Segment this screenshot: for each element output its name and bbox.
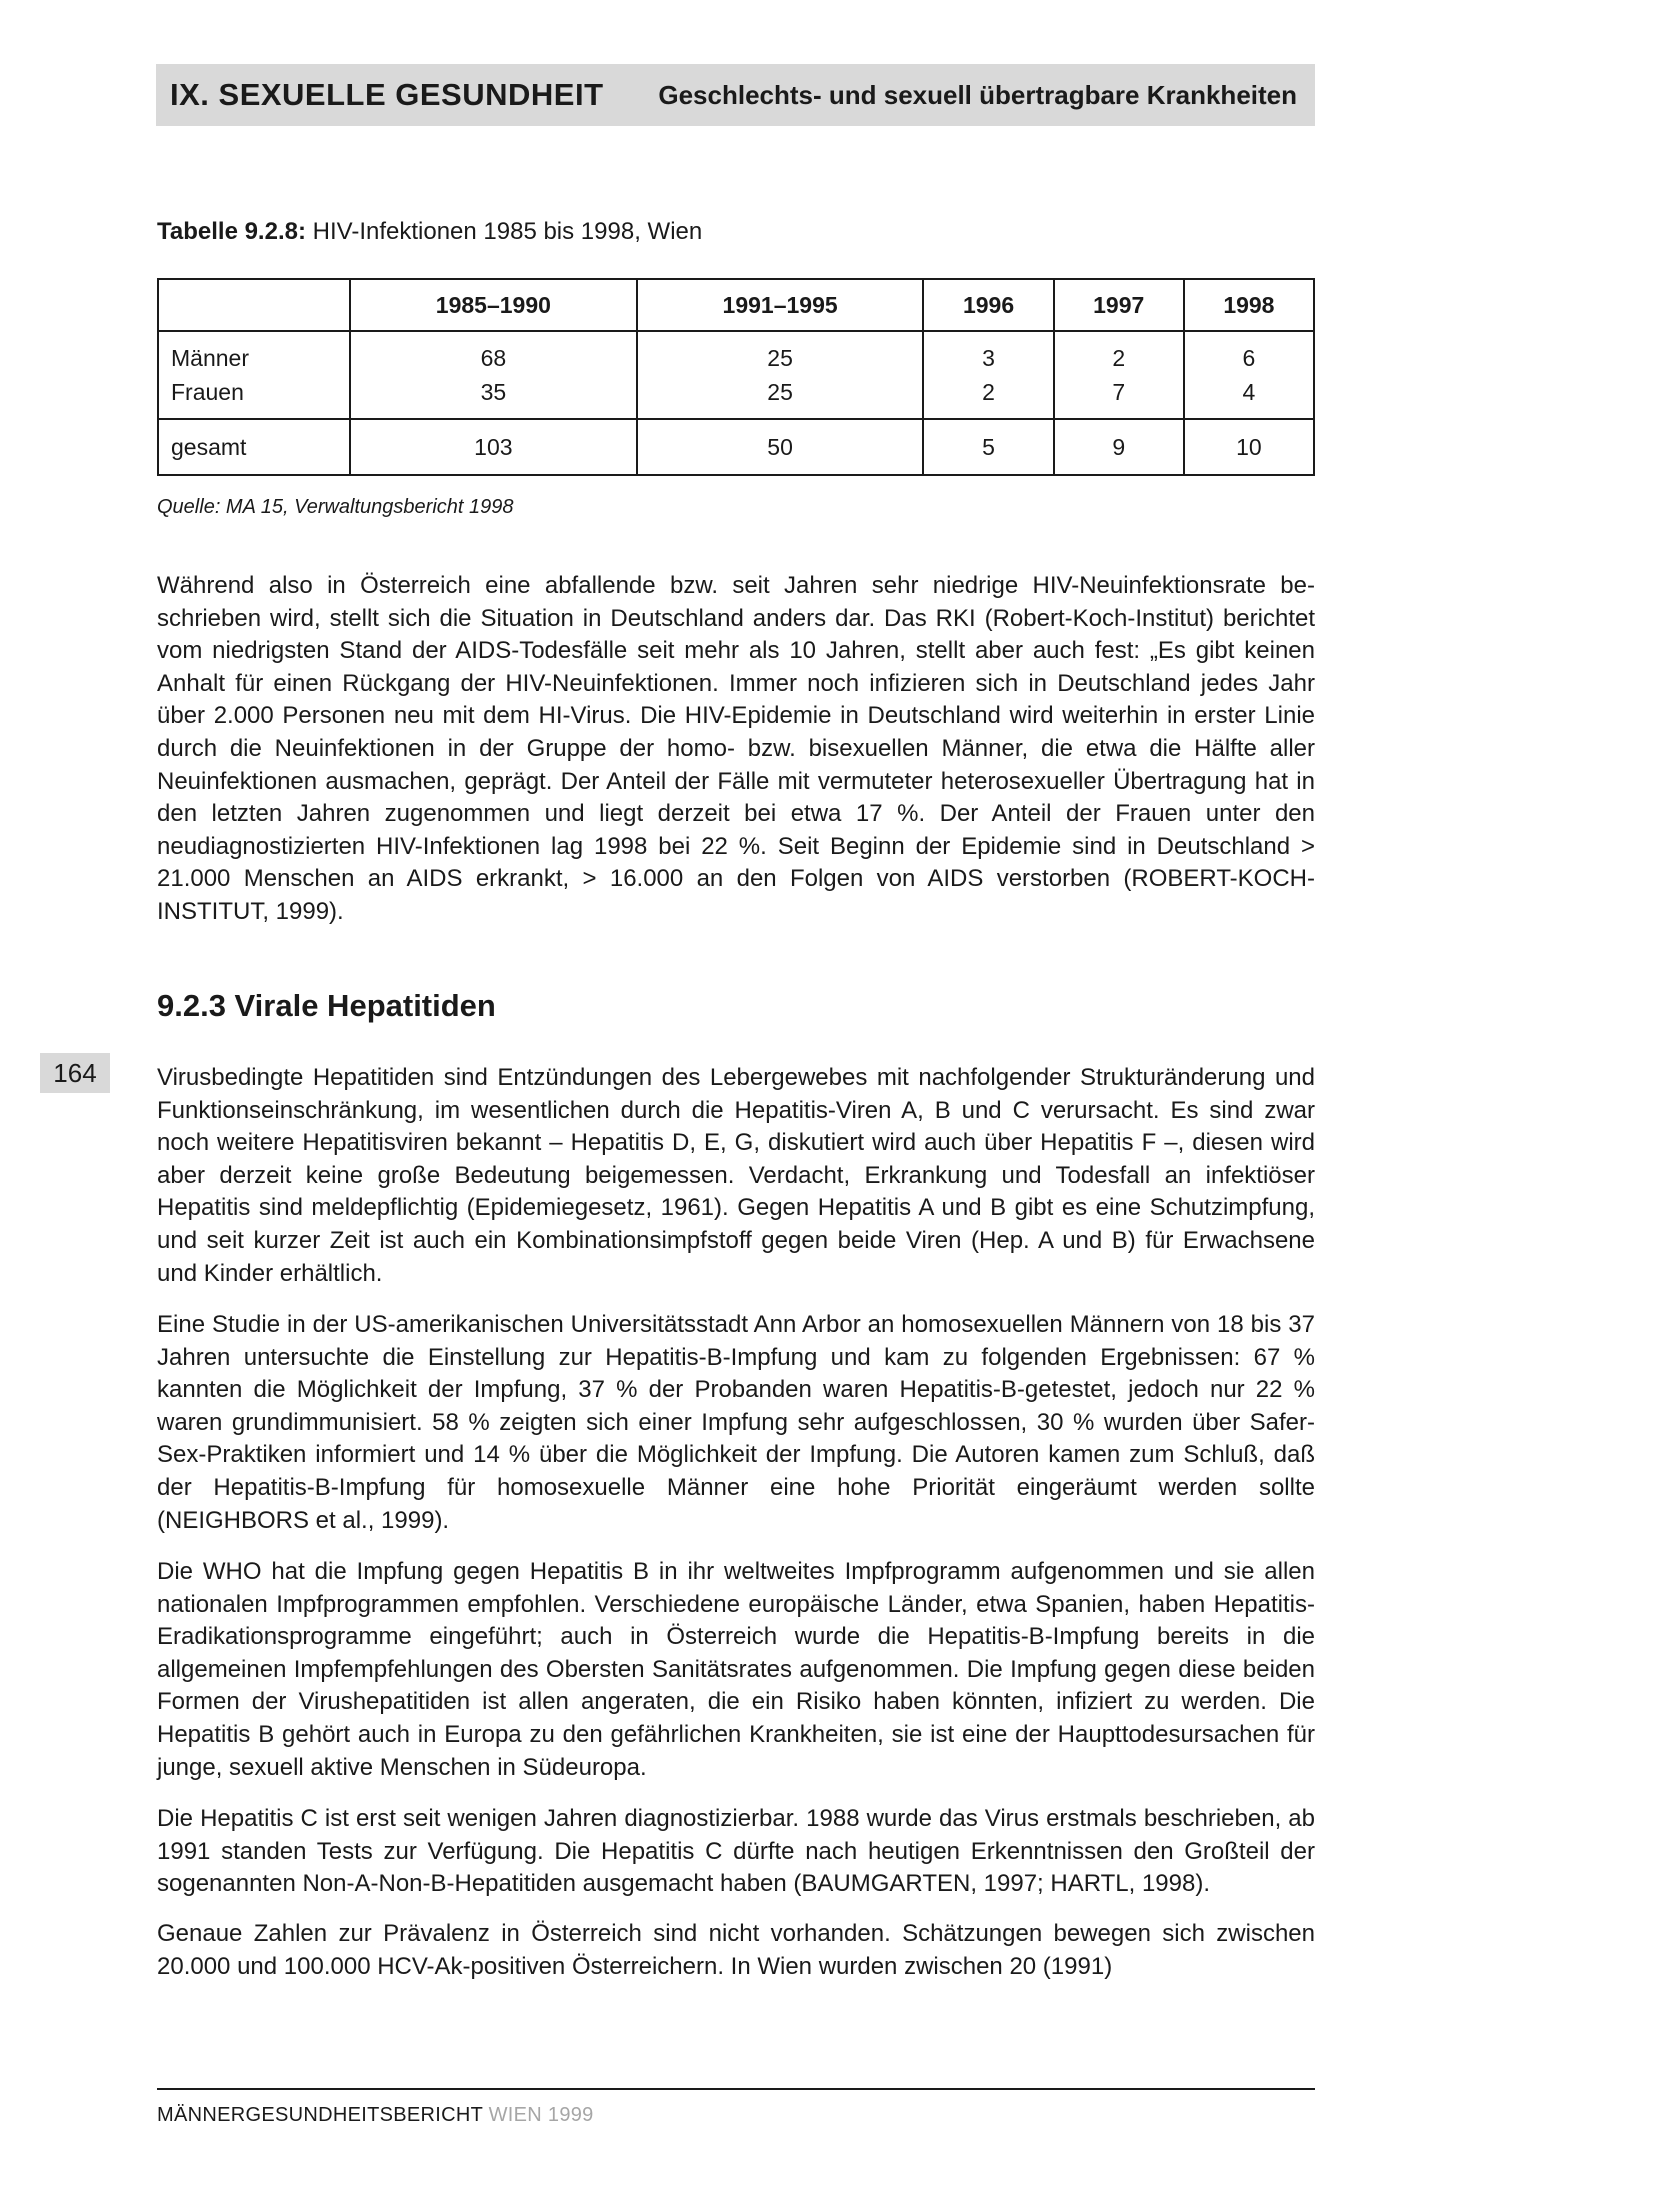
table-header-cell: [158, 279, 350, 331]
table-cell: [637, 331, 924, 419]
total-cell: 10: [1184, 419, 1314, 475]
cell-value: 68: [480, 345, 507, 371]
cell-value: 2: [1112, 345, 1126, 371]
table-header-row: [158, 279, 1314, 331]
table-header-cell: 1998: [1184, 279, 1314, 331]
table-cell: [1054, 331, 1184, 419]
table-cell: [350, 331, 637, 419]
table-header-cell: 1985–1990: [350, 279, 637, 331]
cell-value: 4: [1242, 379, 1256, 405]
footer: [157, 2104, 594, 2127]
paragraph-hepatitis-intro: Virusbedingte Hepatitiden sind Entzündungen des Lebergewebes mit nachfolgender Strukturänderung und Funktionseinschränkung, im wesentlichen durch die Hepatitis-Viren A, B und C verursacht. Es sind zwar noch weitere Hepatitisviren bekannt – Hepatitis D, E, G, diskutiert wird auch über Hepatitis F –, diesen wird aber derzeit keine große Bedeutung beigemessen. Verdacht, Erkrankung und Todesfall an infektiöser Hepatitis sind meldepflichtig (Epidemiegesetz, 1961). Gegen Hepatitis A und B gibt es eine Schutzimpfung, und seit kurzer Zeit ist auch ein Kombinationsimpfstoff gegen beide Viren (Hep. A und B) für Erwachsene und Kinder erhältlich.: [157, 1064, 1315, 1287]
total-cell: 5: [923, 419, 1053, 475]
cell-value: 6: [1242, 345, 1256, 371]
cell-value: 2: [982, 379, 995, 405]
table-cell: [1184, 331, 1314, 419]
table-total-row: [158, 419, 1314, 475]
cell-value: 3: [982, 345, 995, 371]
cell-value: 7: [1112, 379, 1126, 405]
total-cell: 9: [1054, 419, 1184, 475]
paragraph-who-vaccination: Die WHO hat die Impfung gegen Hepatitis B in ihr weltweites Impfprogramm aufgenommen und sie allen nationalen Impfprogrammen empfohlen. Verschiedene europäische Länder, etwa Spanien, haben Hepatitis-Eradikationsprogramme eingeführt; auch in Österreich wurde die Hepatitis-B-Impfung bereits in die allgemeinen Impfempfehlungen des Obersten Sanitätsrates aufgenommen. Die Impfung gegen diese beiden Formen der Virushepatitiden ist allen angeraten, die ein Risiko haben könnten, infiziert zu werden. Die Hepatitis B gehört auch in Europa zu den gefährlichen Krankheiten, sie ist eine der Haupttodesursachen für junge, sexuell aktive Menschen in Südeuropa.: [157, 1558, 1315, 1781]
footer-city-year: WIEN 1999: [482, 2104, 594, 2126]
table-caption-text: HIV-Infektionen 1985 bis 1998, Wien: [305, 218, 703, 245]
table-cell: [923, 331, 1053, 419]
row-label-gesamt: gesamt: [158, 419, 350, 475]
cell-value: 35: [480, 379, 507, 405]
table-header-cell: 1991–1995: [637, 279, 924, 331]
table-header-cell: 1997: [1054, 279, 1184, 331]
page-number: 164: [40, 1053, 110, 1093]
chapter-title: IX. SEXUELLE GESUNDHEIT: [170, 77, 604, 112]
paragraph-prevalence: Genaue Zahlen zur Prävalenz in Österreich sind nicht vorhanden. Schätzungen bewegen sich zwischen 20.000 und 100.000 HCV-Ak-positiven Österreichern. In Wien wurden zwischen 20 (1991): [157, 1920, 1315, 1980]
table-header-cell: 1996: [923, 279, 1053, 331]
row-label-maenner: Männer: [171, 345, 249, 371]
cell-value: 25: [767, 379, 793, 405]
paragraph-ann-arbor-study: Eine Studie in der US-amerikanischen Universitätsstadt Ann Arbor an homosexuellen Männern von 18 bis 37 Jahren untersuchte die Einstellung zur Hepatitis-B-Impfung und kam zu folgenden Ergebnissen: 67 % kannten die Möglichkeit der Impfung, 37 % der Probanden waren Hepatitis-B-getestet, jedoch nur 22 % waren grundimmunisiert. 58 % zeigten sich einer Impfung sehr aufgeschlossen, 30 % wurden über Safer-Sex-Praktiken informiert und 14 % über die Möglichkeit der Impfung. Die Autoren kamen zum Schluß, daß der Hepatitis-B-Impfung für homosexuelle Männer eine hohe Priorität eingeräumt werden sollte (NEIGHBORS et al., 1999).: [157, 1311, 1315, 1534]
total-cell: 103: [350, 419, 637, 475]
hiv-infections-table: [157, 278, 1315, 476]
table-caption: [157, 218, 702, 246]
chapter-header: [156, 64, 1315, 126]
table-row: [158, 331, 1314, 419]
section-title: 9.2.3 Virale Hepatitiden: [157, 988, 496, 1023]
cell-value: 25: [767, 345, 793, 371]
table-caption-label: Tabelle 9.2.8:: [157, 218, 306, 245]
footer-title: MÄNNERGESUNDHEITSBERICHT: [157, 2104, 483, 2126]
table-row-labels: [158, 331, 350, 419]
footer-divider: [157, 2088, 1315, 2090]
paragraph-hepatitis-c: Die Hepatitis C ist erst seit wenigen Jahren diagnostizierbar. 1988 wurde das Virus erstmals beschrieben, ab 1991 standen Tests zur Verfügung. Die Hepatitis C dürfte nach heutigen Erkenntnissen den Großteil der sogenannten Non-A-Non-B-Hepatitiden ausgemacht haben (BAUMGARTEN, 1997; HARTL, 1998).: [157, 1805, 1315, 1898]
paragraph-hiv-germany: Während also in Österreich eine abfallende bzw. seit Jahren sehr niedrige HIV-Neuinfektionsrate beschrieben wird, stellt sich die Situation in Deutschland anders dar. Das RKI (Robert-Koch-Institut) berichtet vom niedrigsten Stand der AIDS-Todesfälle seit mehr als 10 Jahren, stellt aber auch fest: „Es gibt keinen Anhalt für einen Rückgang der HIV-Neuinfektionen. Immer noch infizieren sich in Deutschland jedes Jahr über 2.000 Personen neu mit dem HI-Virus. Die HIV-Epidemie in Deutschland wird weiterhin in erster Linie durch die Neuinfektionen in der Gruppe der homo- bzw. bisexuellen Männer, die etwa die Hälfte aller Neuinfektionen ausmachen, geprägt. Der Anteil der Fälle mit vermuteter heterosexueller Übertragung hat in den letzten Jahren zugenommen und liegt derzeit bei etwa 17 %. Der Anteil der Frauen unter den neudiagnostizierten HIV-Infektionen lag 1998 bei 22 %. Seit Beginn der Epidemie sind in Deutschland > 21.000 Menschen an AIDS erkrankt, > 16.000 an den Folgen von AIDS verstorben (ROBERT-KOCH-INSTITUT, 1999).: [157, 572, 1315, 925]
table-source: Quelle: MA 15, Verwaltungsbericht 1998: [157, 496, 514, 518]
total-cell: 50: [637, 419, 924, 475]
row-label-frauen: Frauen: [171, 379, 244, 405]
chapter-topic: Geschlechts- und sexuell übertragbare Krankheiten: [658, 79, 1297, 110]
